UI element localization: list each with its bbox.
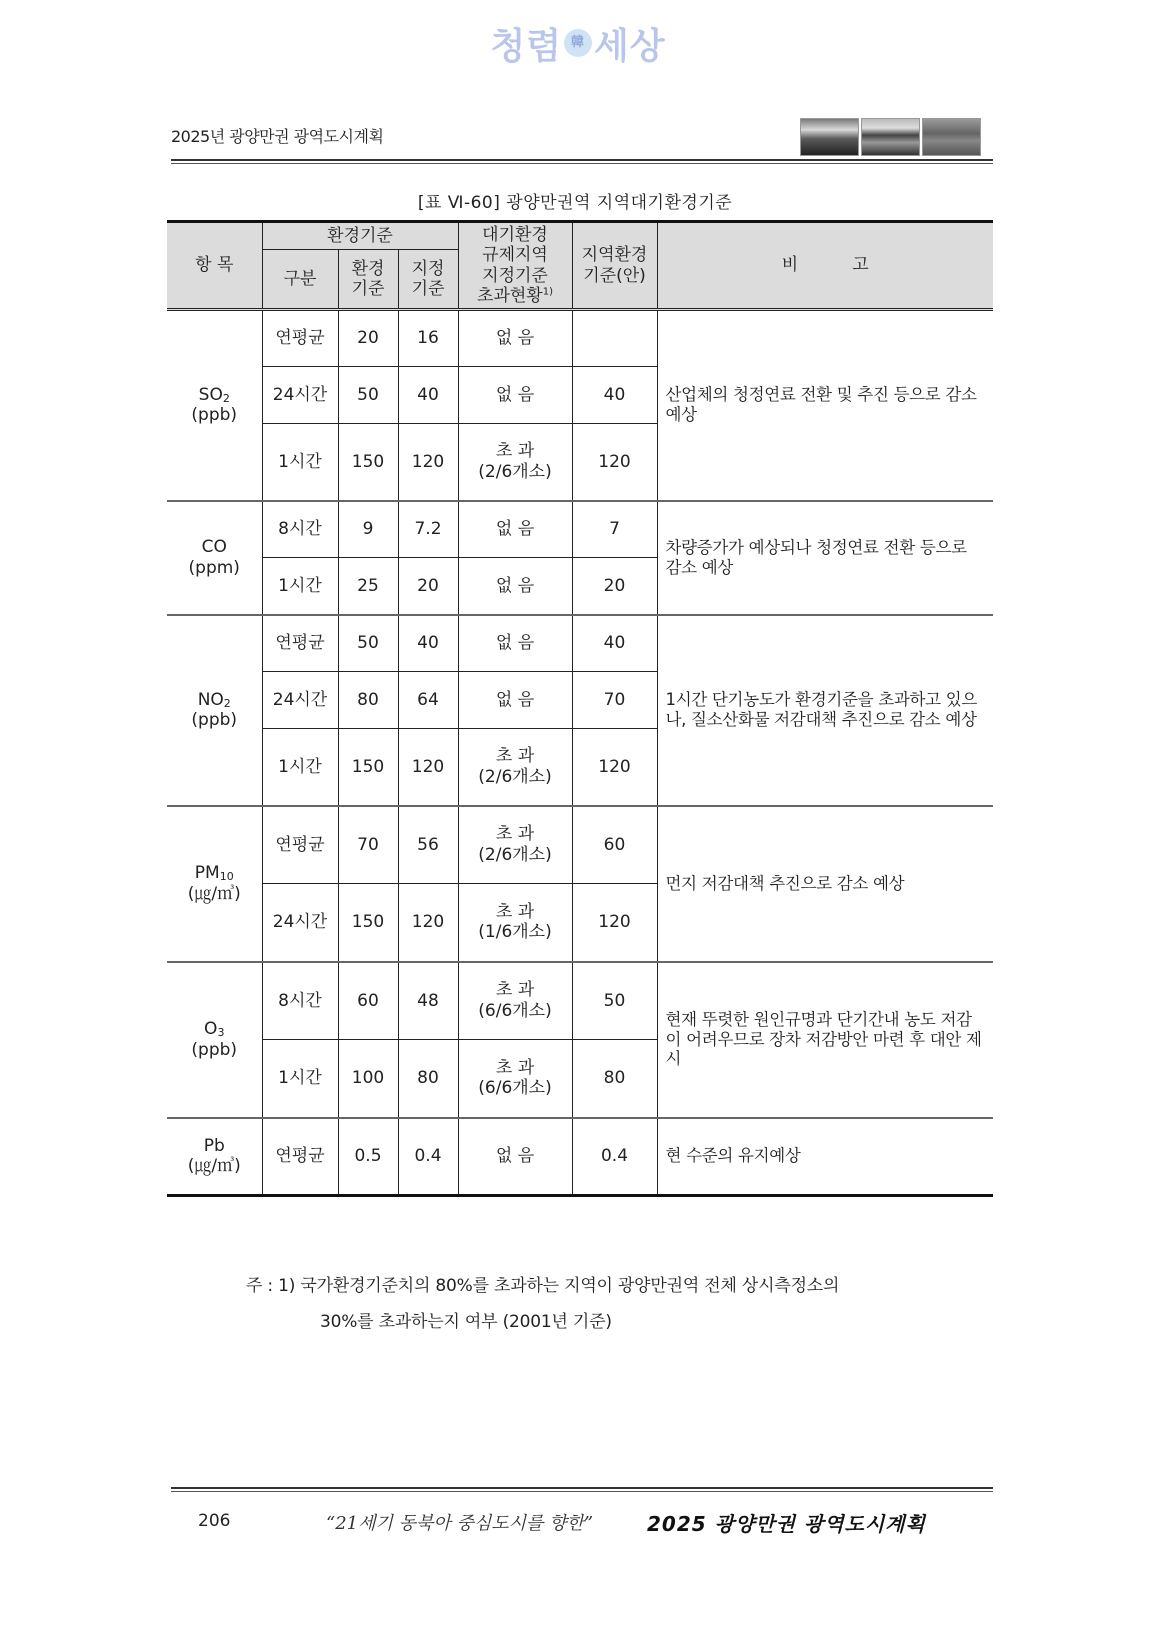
period-cell: 1시간	[262, 1040, 338, 1118]
remark-cell: 먼지 저감대책 추진으로 감소 예상	[657, 806, 993, 962]
header-photo-strip	[800, 118, 981, 156]
pollutant-cell: CO (ppm)	[167, 501, 262, 615]
regional-standard-cell: 50	[572, 962, 657, 1040]
remark-cell: 현 수준의 유지예상	[657, 1118, 993, 1196]
env-standard-cell: 20	[338, 310, 398, 367]
exceed-status-cell: 초 과 (2/6개소)	[458, 424, 572, 501]
env-standard-cell: 50	[338, 367, 398, 424]
regional-standard-cell: 80	[572, 1040, 657, 1118]
river-photo-icon	[861, 118, 920, 156]
exceed-status-cell: 없 음	[458, 615, 572, 672]
regional-standard-cell: 120	[572, 729, 657, 806]
regional-standard-cell: 40	[572, 367, 657, 424]
env-standard-cell: 150	[338, 884, 398, 962]
air-quality-standards-table	[167, 220, 993, 1197]
designated-standard-cell: 120	[398, 424, 458, 501]
table-row	[167, 962, 993, 1040]
header-regulation-exceed: 대기환경 규제지역 지정기준 초과현황$^{1)}$	[458, 222, 572, 310]
watermark-logo	[488, 18, 668, 68]
designated-standard-cell: 80	[398, 1040, 458, 1118]
header-remarks: 비 고	[657, 222, 993, 310]
pollutant-cell: $O_3$ (ppb)	[167, 962, 262, 1118]
table-row	[167, 310, 993, 367]
exceed-status-cell: 초 과 (2/6개소)	[458, 729, 572, 806]
header-designated-value: 지정 기준	[398, 250, 458, 310]
designated-standard-cell: 7.2	[398, 501, 458, 558]
header-env-standard: 환경기준	[262, 222, 458, 250]
table-caption: [표 Ⅵ-60] 광양만권역 지역대기환경기준	[417, 193, 733, 213]
exceed-status-cell: 없 음	[458, 367, 572, 424]
period-cell: 연평균	[262, 615, 338, 672]
period-cell: 8시간	[262, 501, 338, 558]
header-rule-thin	[171, 163, 993, 164]
period-cell: 8시간	[262, 962, 338, 1040]
remark-cell: 현재 뚜렷한 원인규명과 단기간내 농도 저감이 어려우므로 장차 저감방안 마련 후 대안 제시	[657, 962, 993, 1118]
designated-standard-cell: 120	[398, 729, 458, 806]
table-footnote	[246, 1268, 839, 1340]
env-standard-cell: 150	[338, 424, 398, 501]
env-standard-cell: 80	[338, 672, 398, 729]
running-header-title: 2025년 광양만권 광역도시계획	[171, 127, 384, 146]
env-standard-cell: 50	[338, 615, 398, 672]
designated-standard-cell: 64	[398, 672, 458, 729]
exceed-status-cell: 초 과 (2/6개소)	[458, 806, 572, 884]
table-row	[167, 615, 993, 672]
remark-cell: 산업체의 청정연료 전환 및 추진 등으로 감소 예상	[657, 310, 993, 501]
header-item: 항 목	[167, 222, 262, 310]
period-cell: 연평균	[262, 806, 338, 884]
designated-standard-cell: 20	[398, 558, 458, 615]
regional-standard-cell: 120	[572, 884, 657, 962]
exceed-status-cell: 없 음	[458, 558, 572, 615]
regional-standard-cell: 60	[572, 806, 657, 884]
header-regional-standard: 지역환경 기준(안)	[572, 222, 657, 310]
header-category: 구분	[262, 250, 338, 310]
period-cell: 연평균	[262, 1118, 338, 1196]
regional-standard-cell: 120	[572, 424, 657, 501]
env-standard-cell: 70	[338, 806, 398, 884]
footer-rule-thin	[171, 1491, 993, 1492]
designated-standard-cell: 56	[398, 806, 458, 884]
table-row	[167, 501, 993, 558]
env-standard-cell: 25	[338, 558, 398, 615]
period-cell: 24시간	[262, 367, 338, 424]
watermark-right: 세상	[594, 25, 666, 67]
pollutant-cell: Pb (㎍/㎥)	[167, 1118, 262, 1196]
exceed-status-cell: 없 음	[458, 1118, 572, 1196]
regional-standard-cell: 40	[572, 615, 657, 672]
designated-standard-cell: 40	[398, 367, 458, 424]
pollutant-cell: $NO_2$ (ppb)	[167, 615, 262, 806]
env-standard-cell: 150	[338, 729, 398, 806]
footer-plan-title: 2025 광양만권 광역도시계획	[647, 1512, 926, 1536]
header-rule	[171, 159, 993, 161]
env-standard-cell: 60	[338, 962, 398, 1040]
regional-standard-cell: 7	[572, 501, 657, 558]
exceed-status-cell: 초 과 (6/6개소)	[458, 962, 572, 1040]
footer-rule	[171, 1487, 993, 1489]
period-cell: 1시간	[262, 729, 338, 806]
exceed-status-cell: 초 과 (1/6개소)	[458, 884, 572, 962]
pollutant-cell: $PM_{10}$ (㎍/㎥)	[167, 806, 262, 962]
remark-cell: 차량증가가 예상되나 청정연료 전환 등으로 감소 예상	[657, 501, 993, 615]
header-env-value: 환경 기준	[338, 250, 398, 310]
watermark-seal-icon: 韓	[564, 29, 592, 57]
designated-standard-cell: 16	[398, 310, 458, 367]
period-cell: 24시간	[262, 672, 338, 729]
exceed-status-cell: 없 음	[458, 310, 572, 367]
designated-standard-cell: 48	[398, 962, 458, 1040]
footer-slogan: “21세기 동북아 중심도시를 향한”	[326, 1513, 594, 1534]
designated-standard-cell: 40	[398, 615, 458, 672]
exceed-status-cell: 초 과 (6/6개소)	[458, 1040, 572, 1118]
regional-standard-cell	[572, 310, 657, 367]
city-photo-icon	[922, 118, 981, 156]
env-standard-cell: 9	[338, 501, 398, 558]
watermark-left: 청렴	[490, 25, 562, 67]
period-cell: 1시간	[262, 424, 338, 501]
designated-standard-cell: 0.4	[398, 1118, 458, 1196]
period-cell: 1시간	[262, 558, 338, 615]
regional-standard-cell: 0.4	[572, 1118, 657, 1196]
landscape-photo-icon	[800, 118, 859, 156]
page-number: 206	[198, 1511, 231, 1531]
regional-standard-cell: 70	[572, 672, 657, 729]
table-row	[167, 1118, 993, 1196]
period-cell: 연평균	[262, 310, 338, 367]
footnote-line-1: 주 : 1) 국가환경기준치의 80%를 초과하는 지역이 광양만권역 전체 상시측정소의	[246, 1276, 840, 1296]
env-standard-cell: 100	[338, 1040, 398, 1118]
regional-standard-cell: 20	[572, 558, 657, 615]
pollutant-cell: $SO_2$ (ppb)	[167, 310, 262, 501]
footnote-line-2: 30%를 초과하는지 여부 (2001년 기준)	[320, 1312, 612, 1332]
exceed-status-cell: 없 음	[458, 501, 572, 558]
period-cell: 24시간	[262, 884, 338, 962]
exceed-status-cell: 없 음	[458, 672, 572, 729]
table-row	[167, 806, 993, 884]
designated-standard-cell: 120	[398, 884, 458, 962]
remark-cell: 1시간 단기농도가 환경기준을 초과하고 있으나, 질소산화물 저감대책 추진으로 감소 예상	[657, 615, 993, 806]
env-standard-cell: 0.5	[338, 1118, 398, 1196]
